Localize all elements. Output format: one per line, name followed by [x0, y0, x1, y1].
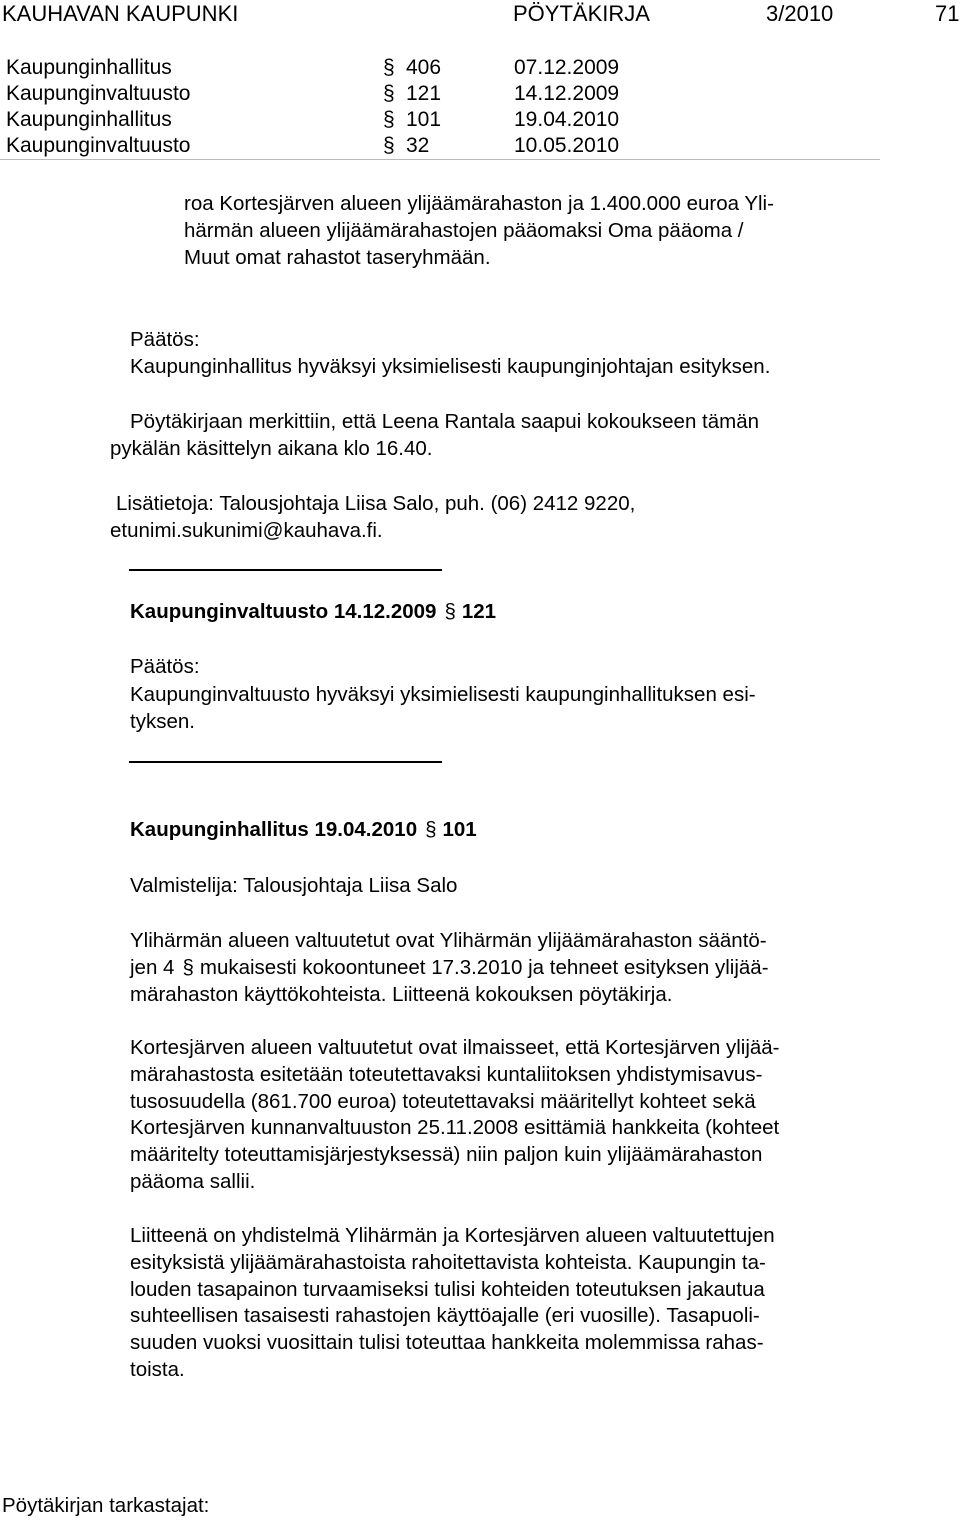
section-symbol: § [444, 600, 456, 623]
text-line: etunimi.sukunimi@kauhava.fi. [110, 518, 383, 542]
minutes-note [110, 409, 830, 463]
contact-info [110, 491, 830, 545]
decision-text: Kaupunginhallitus hyväksyi yksimielisesti kaupunginjohtajan esityksen. [130, 355, 771, 378]
text-line: roa Kortesjärven alueen ylijäämärahaston ja 1.400.000 euroa Yli- [184, 192, 774, 215]
reference-body: Kaupunginvaltuusto [6, 82, 191, 105]
text-line: tusosuudella (861.700 euroa) toteutettavaksi määritellyt kohteet sekä [130, 1089, 756, 1113]
section-heading-text: Kaupunginvaltuusto 14.12.2009 [130, 600, 437, 623]
reference-body: Kaupunginvaltuusto [6, 134, 191, 157]
section-symbol: § [383, 82, 395, 105]
section-symbol: § [383, 134, 395, 157]
reference-body: Kaupunginhallitus [6, 56, 172, 79]
preparer: Valmistelija: Talousjohtaja Liisa Salo [130, 874, 458, 897]
reference-number: 32 [406, 134, 430, 157]
reference-date: 19.04.2010 [514, 108, 620, 131]
section-number: 121 [461, 600, 497, 623]
text-line: Kortesjärven alueen valtuutetut ovat ilmaisseet, että Kortesjärven ylijää- [130, 1036, 780, 1059]
section-number: 101 [442, 818, 477, 841]
text-line: märahastosta esitetään toteutettavaksi kuntaliitoksen yhdistymisavus- [130, 1062, 763, 1086]
text-line: Kortesjärven kunnanvaltuuston 25.11.2008 esittämiä hankkeita (kohteet [130, 1116, 780, 1140]
text-line: suuden vuoksi vuosittain tulisi toteuttaa hankkeita molemmissa rahas- [130, 1331, 764, 1355]
reference-date: 10.05.2010 [514, 134, 620, 157]
reference-date: 14.12.2009 [514, 82, 620, 105]
kv-decision [130, 682, 850, 736]
decision-label: Päätös: [130, 328, 200, 351]
text-line: toista. [130, 1357, 185, 1381]
text-line: märahaston käyttökohteista. Liitteenä kokouksen pöytäkirja. [130, 982, 673, 1006]
reference-number: 101 [406, 108, 442, 131]
reviewers-label: Pöytäkirjan tarkastajat: [2, 1494, 210, 1517]
reference-body: Kaupunginhallitus [6, 108, 172, 131]
paragraph-ylihärmä [130, 928, 850, 1008]
paragraph-attachment [130, 1223, 850, 1384]
text-line: suhteellisen tasaisesti rahastojen käyttöajalle (eri vuosille). Tasapuoli- [130, 1304, 760, 1328]
section-symbol: § [383, 56, 395, 79]
document-type: PÖYTÄKIRJA [513, 1, 650, 26]
text-line: Ylihärmän alueen valtuutetut ovat Ylihärmän ylijäämärahaston sääntö- [130, 929, 767, 952]
section-heading [130, 817, 477, 844]
text-line: jen 4 § mukaisesti kokoontuneet 17.3.2010 ja tehneet esityksen ylijää- [130, 955, 850, 982]
section-divider [129, 761, 442, 763]
section-heading-text: Kaupunginhallitus 19.04.2010 [130, 818, 418, 841]
text-line: Muut omat rahastot taseryhmään. [184, 245, 491, 269]
text-line: Lisätietoja: Talousjohtaja Liisa Salo, puh. (06) 2412 9220, [116, 492, 636, 515]
text-line: härmän alueen ylijäämärahastojen pääomaksi Oma pääoma / [184, 218, 744, 242]
page-number: 71 [935, 1, 960, 26]
paragraph-kortesjärvi [130, 1035, 850, 1196]
reference-number: 406 [406, 56, 442, 79]
text-line: Kaupunginvaltuusto hyväksyi yksimielisesti kaupunginhallituksen esi- [130, 683, 756, 706]
text-line: määritelty toteuttamisjärjestyksessä) niin paljon kuin ylijäämärahaston [130, 1143, 763, 1167]
section-symbol: § [383, 108, 395, 131]
reference-number: 121 [406, 82, 442, 105]
text-line: louden tasapainon turvaamiseksi tulisi kohteiden toteutuksen jakautua [130, 1277, 765, 1301]
section-divider [129, 569, 442, 571]
text-line: tyksen. [130, 709, 195, 733]
text-line: pykälän käsittelyn aikana klo 16.40. [110, 436, 433, 460]
section-symbol: § [182, 955, 194, 979]
text-line: pääoma sallii. [130, 1169, 256, 1193]
decision-label: Päätös: [130, 655, 200, 678]
text-line: Pöytäkirjaan merkittiin, että Leena Rantala saapui kokoukseen tämän [130, 410, 760, 433]
organization-name: KAUHAVAN KAUPUNKI [2, 1, 239, 26]
header-divider [0, 159, 880, 160]
section-symbol: § [425, 818, 437, 841]
text-line: Liitteenä on yhdistelmä Ylihärmän ja Kortesjärven alueen valtuutettujen [130, 1224, 775, 1247]
document-number: 3/2010 [766, 1, 834, 26]
reference-date: 07.12.2009 [514, 56, 620, 79]
section-heading [130, 599, 496, 626]
text-line: esityksistä ylijäämärahastoista rahoitettavista kohteista. Kaupungin ta- [130, 1250, 766, 1274]
continuation-paragraph [184, 191, 904, 271]
